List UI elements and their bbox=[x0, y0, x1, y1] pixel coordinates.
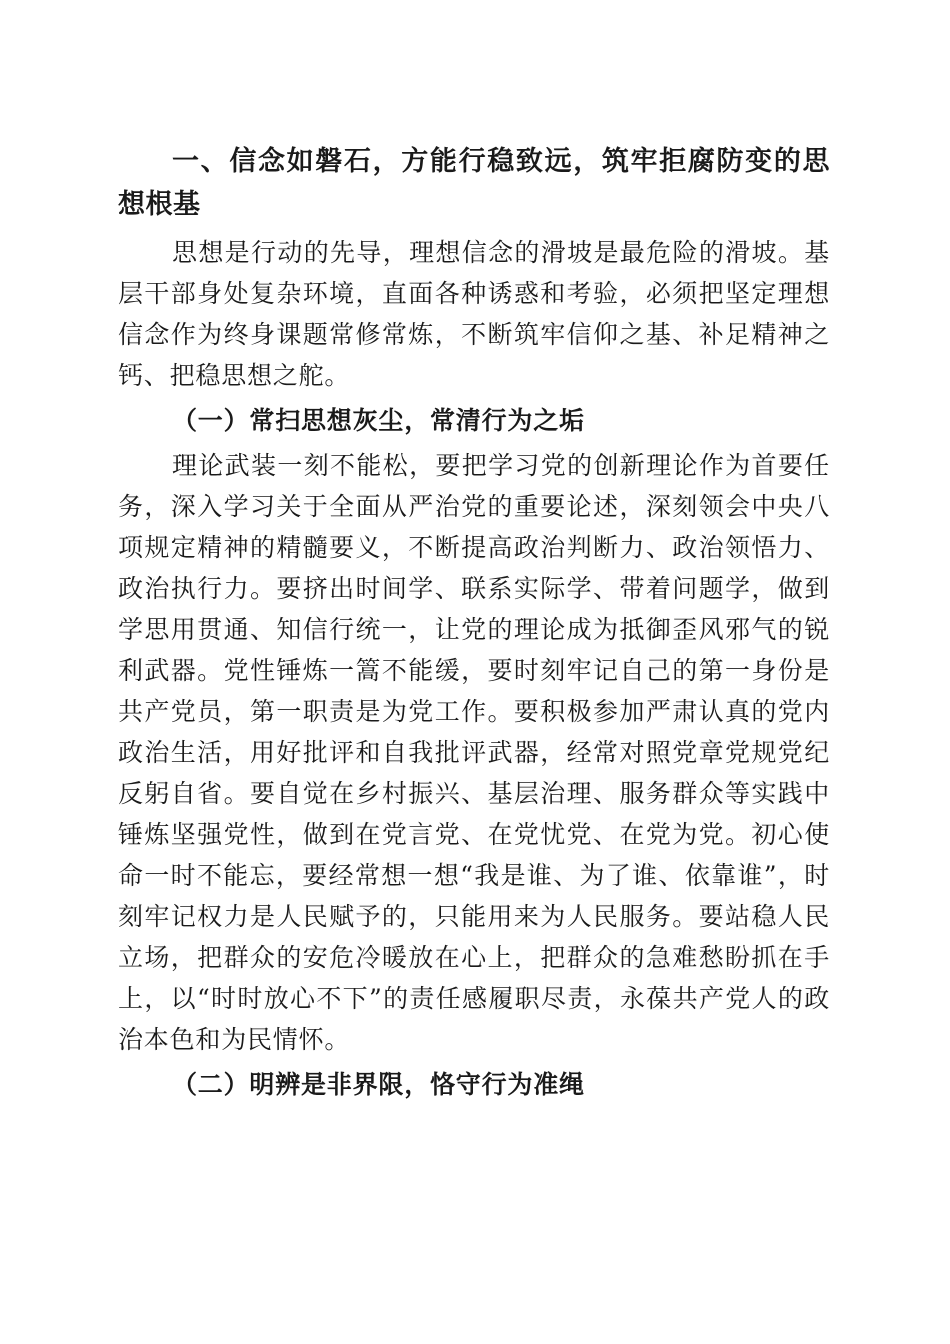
section-heading: 一、信念如磐石，方能行稳致远，筑牢拒腐防变的思想根基 bbox=[118, 146, 830, 220]
subsection-title-2: （二）明辨是非界限，恪守行为准绳 bbox=[172, 1070, 585, 1099]
subsection-title-1: （一）常扫思想灰尘，常清行为之垢 bbox=[172, 406, 585, 435]
subsection-body-1: 理论武装一刻不能松，要把学习党的创新理论作为首要任务，深入学习关于全面从严治党的重要论述，深刻领会中央八项规定精神的精髓要义，不断提高政治判断力、政治领悟力、政治执行力。要挤出时间学、联系实际学、带着问题学，做到学思用贯通、知信行统一，让党的理论成为抵御歪风邪气的锐利武器。党性锤炼一篙不能缓，要时刻牢记自己的第一身份是共产党员，第一职责是为党工作。要积极参加严肃认真的党内政治生活，用好批评和自我批评武器，经常对照党章党规党纪反躬自省。要自觉在乡村振兴、基层治理、服务群众等实践中锤炼坚强党性，做到在党言党、在党忧党、在党为党。初心使命一时不能忘，要经常想一想“我是谁、为了谁、依靠谁”，时刻牢记权力是人民赋予的，只能用来为人民服务。要站稳人民立场，把群众的安危冷暖放在心上，把群众的急难愁盼抓在手上，以“时时放心不下”的责任感履职尽责，永葆共产党人的政治本色和为民情怀。 bbox=[118, 451, 830, 1054]
document-body bbox=[118, 140, 830, 1109]
intro-paragraph: 思想是行动的先导，理想信念的滑坡是最危险的滑坡。基层干部身处复杂环境，直面各种诱惑和考验，必须把坚定理想信念作为终身课题常修常炼，不断筑牢信仰之基、补足精神之钙、把稳思想之舵。 bbox=[118, 238, 830, 390]
